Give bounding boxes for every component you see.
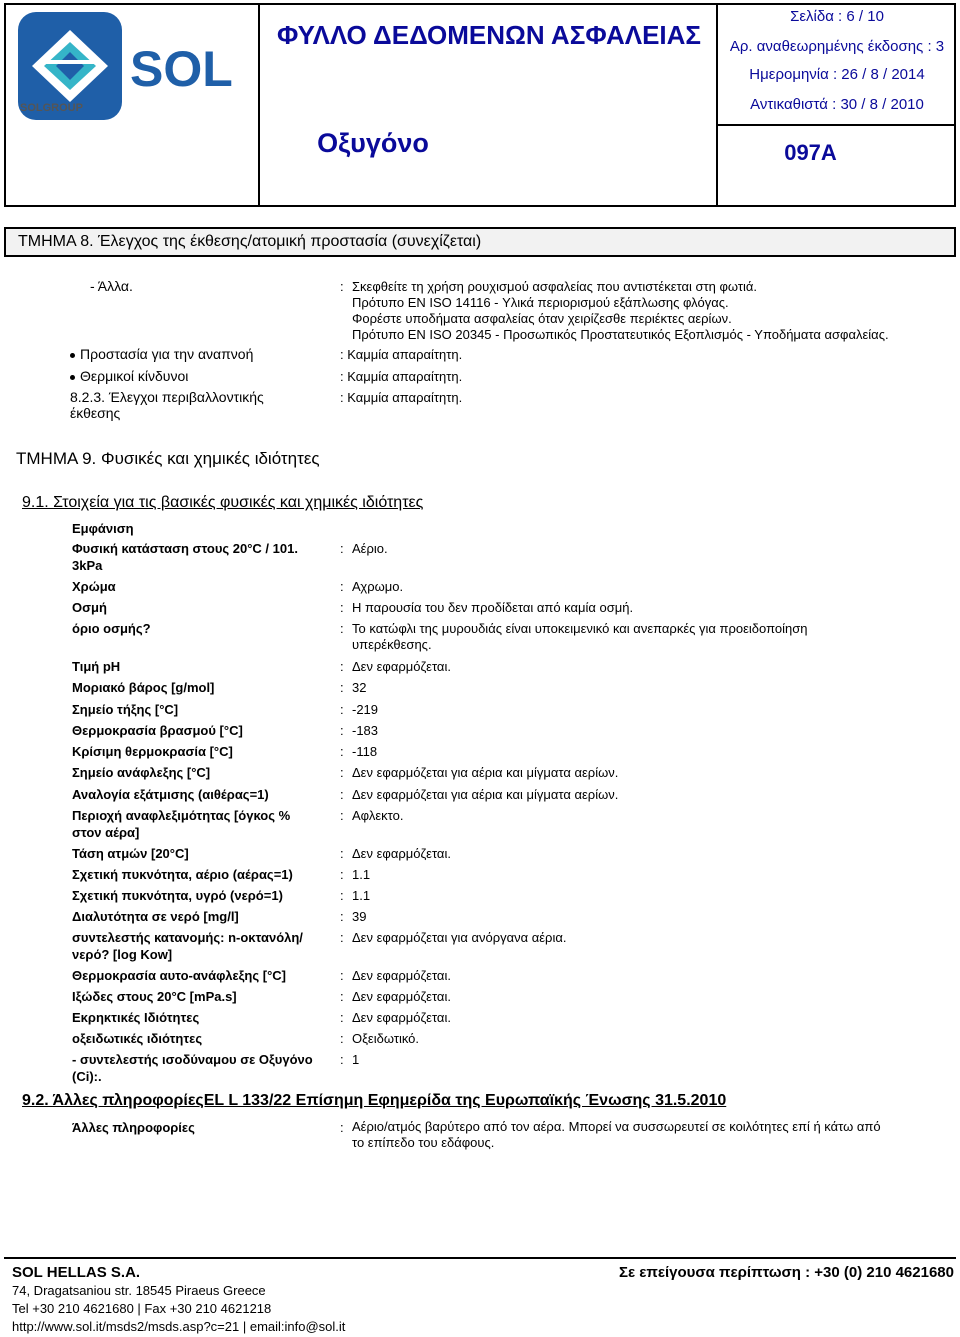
colon: : xyxy=(340,968,344,983)
other-line: Σκεφθείτε τη χρήση ρουχισμού ασφαλείας που αντιστέκεται στη φωτιά. xyxy=(352,279,758,294)
colon: : xyxy=(340,989,344,1004)
colon: : xyxy=(340,279,344,294)
property-label xyxy=(72,599,342,616)
colon: : xyxy=(340,1031,344,1046)
other-info-value xyxy=(352,1119,952,1151)
property-value xyxy=(352,579,952,595)
property-value-line: -219 xyxy=(352,702,379,717)
brand-name: SOL xyxy=(130,41,233,97)
property-label xyxy=(72,743,342,760)
property-label-line: Εκρηκτικές Ιδιότητες xyxy=(72,1010,200,1025)
property-value xyxy=(352,968,952,984)
property-label-line: Περιοχή αναφλεξιμότητας [όγκος % xyxy=(72,808,291,823)
product-code: 097A xyxy=(784,140,837,165)
colon: : xyxy=(340,909,344,924)
property-value-line: Το κατώφλι της μυρουδιάς είναι υποκειμενικό και ανεπαρκές για προειδοποίηση xyxy=(352,621,808,636)
colon: : xyxy=(340,541,344,556)
page-number: Σελίδα : 6 / 10 xyxy=(790,8,884,25)
property-value-line: Αφλεκτο. xyxy=(352,808,404,823)
property-label-line: Θερμοκρασία αυτο-ανάφλεξης [°C] xyxy=(72,968,286,983)
property-value xyxy=(352,989,952,1005)
property-label-line: Σχετική πυκνότητα, αέριο (αέρας=1) xyxy=(72,867,293,882)
property-label xyxy=(72,578,342,595)
property-label xyxy=(72,1030,342,1047)
property-value xyxy=(352,930,952,946)
product-name: Οξυγόνο xyxy=(317,128,429,158)
property-label-line: συντελεστής κατανομής: n-οκτανόλη/ xyxy=(72,930,303,945)
colon: : xyxy=(340,579,344,594)
property-label-line: Φυσική κατάσταση στους 20°C / 101. xyxy=(72,541,298,556)
supersedes-date: Αντικαθιστά : 30 / 8 / 2010 xyxy=(750,96,924,113)
property-value xyxy=(352,846,952,862)
property-label xyxy=(72,1051,342,1085)
property-label-line: Τιμή pH xyxy=(72,659,121,674)
property-label xyxy=(72,658,342,675)
footer-address: 74, Dragatsaniou str. 18545 Piraeus Greece xyxy=(12,1283,266,1298)
other-line: Πρότυπο EN ISO 20345 - Προσωπικός Προστατευτικός Εξοπλισμός - Υποδήματα ασφαλείας. xyxy=(352,327,889,342)
colon: : xyxy=(340,765,344,780)
colon: : xyxy=(340,930,344,945)
property-value-line: 1.1 xyxy=(352,888,371,903)
revision-number: Αρ. αναθεωρημένης έκδοσης : 3 xyxy=(729,38,945,55)
property-label-line: 3kPa xyxy=(72,558,103,573)
property-value-line: Δεν εφαρμόζεται. xyxy=(352,846,451,861)
property-value xyxy=(352,808,952,824)
property-value xyxy=(352,867,952,883)
property-value xyxy=(352,621,952,653)
property-label-line: Διαλυτότητα σε νερό [mg/l] xyxy=(72,909,239,924)
property-value-line: 32 xyxy=(352,680,367,695)
property-value-line: Δεν εφαρμόζεται για ανόργανα αέρια. xyxy=(352,930,567,945)
property-value xyxy=(352,541,952,557)
property-label xyxy=(72,908,342,925)
bullet-icon xyxy=(70,353,75,358)
property-value xyxy=(352,600,952,616)
footer-tel: Tel +30 210 4621680 | Fax +30 210 4621218 xyxy=(12,1301,272,1316)
property-label-line: οξειδωτικές ιδιότητες xyxy=(72,1031,203,1046)
property-label xyxy=(72,887,342,904)
property-label xyxy=(72,786,342,803)
colon: : xyxy=(340,808,344,823)
other-info-line: το επίπεδο του εδάφους. xyxy=(352,1135,495,1150)
property-label-line: (Ci):. xyxy=(72,1069,102,1084)
property-value xyxy=(352,787,952,803)
other-info-label: Άλλες πληροφορίες xyxy=(72,1120,195,1135)
property-label xyxy=(72,866,342,883)
property-value-line: Οξειδωτικό. xyxy=(352,1031,420,1046)
property-value-line: 39 xyxy=(352,909,367,924)
section-9-header: ΤΜΗΜΑ 9. Φυσικές και χημικές ιδιότητες xyxy=(16,449,320,468)
property-value-line: Αέριο. xyxy=(352,541,388,556)
property-label xyxy=(72,701,342,718)
property-label-line: Σχετική πυκνότητα, υγρό (νερό=1) xyxy=(72,888,283,903)
property-value-line: Αχρωμο. xyxy=(352,579,404,594)
other-line: Φορέστε υποδήματα ασφαλείας όταν χειρίζεσθε περιέκτες αερίων. xyxy=(352,311,732,326)
property-label xyxy=(72,845,342,862)
colon: : xyxy=(340,867,344,882)
property-value-line: Δεν εφαρμόζεται. xyxy=(352,989,451,1004)
property-value xyxy=(352,702,952,718)
subsection-9-1: 9.1. Στοιχεία για τις βασικές φυσικές και χημικές ιδιότητες xyxy=(22,494,424,511)
property-label xyxy=(72,540,342,574)
property-label xyxy=(72,764,342,781)
property-value xyxy=(352,765,952,781)
property-label-line: Αναλογία εξάτμισης (αιθέρας=1) xyxy=(72,787,269,802)
property-label-line: Μοριακό βάρος [g/mol] xyxy=(72,680,215,695)
footer-company: SOL HELLAS S.A. xyxy=(12,1264,141,1281)
colon: : xyxy=(340,723,344,738)
colon: : xyxy=(340,702,344,717)
property-label-line: Θερμοκρασία βρασμού [°C] xyxy=(72,723,243,738)
env-value: : Καμμία απαραίτητη. xyxy=(340,390,463,405)
property-value-line: Η παρουσία του δεν προδίδεται από καμία οσμή. xyxy=(352,600,634,615)
property-label-line: Τάση ατμών [20°C] xyxy=(72,846,189,861)
property-label-line: - συντελεστής ισοδύναμου σε Οξυγόνο xyxy=(72,1052,313,1067)
property-label-line: όριο οσμής? xyxy=(72,621,151,636)
property-value-line: 1.1 xyxy=(352,867,371,882)
property-value-line: Δεν εφαρμόζεται για αέρια και μίγματα αερίων. xyxy=(352,765,619,780)
footer-divider xyxy=(4,1257,956,1259)
issue-date: Ημερομηνία : 26 / 8 / 2014 xyxy=(749,66,925,83)
property-value-line: -118 xyxy=(352,744,378,759)
property-label-line: Οσμή xyxy=(72,600,107,615)
property-label-line: Σημείο ανάφλεξης [°C] xyxy=(72,765,211,780)
bullet-icon xyxy=(70,375,75,380)
colon: : xyxy=(340,600,344,615)
property-value-line: Δεν εφαρμόζεται. xyxy=(352,659,451,674)
property-value-line: -183 xyxy=(352,723,379,738)
property-value xyxy=(352,659,952,675)
property-label-line: Κρίσιμη θερμοκρασία [°C] xyxy=(72,744,233,759)
property-value xyxy=(352,1031,952,1047)
property-value xyxy=(352,909,952,925)
property-value xyxy=(352,1010,952,1026)
property-label-line: νερό? [log Kow] xyxy=(72,947,173,962)
property-label xyxy=(72,679,342,696)
property-value-line: υπερέκθεσης. xyxy=(352,637,432,652)
colon: : xyxy=(340,1010,344,1025)
property-value xyxy=(352,680,952,696)
property-label xyxy=(72,722,342,739)
other-label: - Άλλα. xyxy=(90,278,133,294)
respiratory-label: Προστασία για την αναπνοή xyxy=(70,346,253,362)
thermal-label: Θερμικοί κίνδυνοι xyxy=(70,368,188,384)
subsection-9-2: 9.2. Άλλες πληροφορίεςEL L 133/22 Επίσημη Εφημερίδα της Ευρωπαϊκής Ένωσης 31.5.2010 xyxy=(22,1092,727,1109)
property-label xyxy=(72,929,342,963)
appearance-label: Εμφάνιση xyxy=(72,521,134,536)
property-value xyxy=(352,744,952,760)
property-label-line: στον αέρα] xyxy=(72,825,140,840)
footer-emergency: Σε επείγουσα περίπτωση : +30 (0) 210 4621680 xyxy=(618,1264,954,1281)
colon: : xyxy=(340,680,344,695)
colon: : xyxy=(340,621,344,636)
property-label xyxy=(72,807,342,841)
other-values xyxy=(352,279,889,343)
property-label xyxy=(72,967,342,984)
property-label-line: Χρώμα xyxy=(72,579,116,594)
property-label xyxy=(72,620,342,637)
property-value-line: Δεν εφαρμόζεται. xyxy=(352,968,451,983)
footer-web[interactable]: http://www.sol.it/msds2/msds.asp?c=21 | email:info@sol.it xyxy=(12,1319,346,1334)
other-info-line: Αέριο/ατμός βαρύτερο από τον αέρα. Μπορεί να συσσωρευτεί σε κοιλότητες επί ή κάτω από xyxy=(352,1119,881,1134)
colon: : xyxy=(340,787,344,802)
colon: : xyxy=(340,744,344,759)
section-8-header: ΤΜΗΜΑ 8. Έλεγχος της έκθεσης/ατομική προστασία (συνεχίζεται) xyxy=(4,227,956,257)
property-label-line: Σημείο τήξης [°C] xyxy=(72,702,179,717)
other-line: Πρότυπο EN ISO 14116 - Υλικά περιορισμού εξάπλωσης φλόγας. xyxy=(352,295,729,310)
property-label-line: Ιξώδες στους 20°C [mPa.s] xyxy=(72,989,237,1004)
colon: : xyxy=(340,659,344,674)
respiratory-value: : Καμμία απαραίτητη. xyxy=(340,347,463,362)
property-value xyxy=(352,723,952,739)
colon: : xyxy=(340,1052,344,1067)
env-label: 8.2.3. Έλεγχοι περιβαλλοντικής xyxy=(70,389,264,405)
document-title: ΦΥΛΛΟ ΔΕΔΟΜΕΝΩΝ ΑΣΦΑΛΕΙΑΣ xyxy=(276,20,702,50)
header-divider xyxy=(718,124,956,126)
property-value-line: 1 xyxy=(352,1052,360,1067)
colon: : xyxy=(340,1120,344,1135)
env-label-2: έκθεσης xyxy=(70,405,121,421)
property-label xyxy=(72,988,342,1005)
property-label xyxy=(72,1009,342,1026)
colon: : xyxy=(340,888,344,903)
thermal-value: : Καμμία απαραίτητη. xyxy=(340,369,463,384)
colon: : xyxy=(340,846,344,861)
property-value-line: Δεν εφαρμόζεται. xyxy=(352,1010,451,1025)
property-value-line: Δεν εφαρμόζεται για αέρια και μίγματα αερίων. xyxy=(352,787,619,802)
brand-group: SOLGROUP xyxy=(20,102,83,114)
property-value xyxy=(352,1052,952,1068)
property-value xyxy=(352,888,952,904)
